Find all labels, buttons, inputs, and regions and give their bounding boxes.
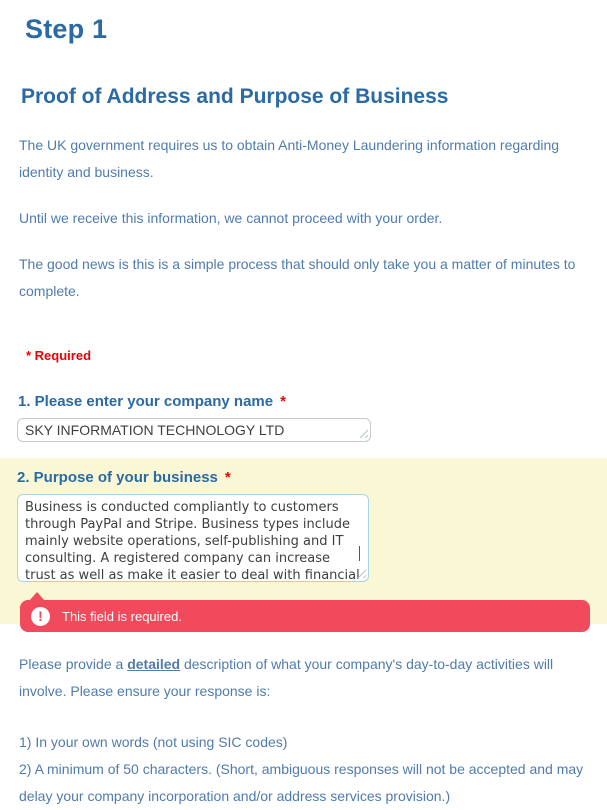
question-2-label bbox=[17, 469, 607, 486]
detailed-emphasis: detailed bbox=[127, 656, 181, 672]
company-name-field-wrap bbox=[17, 418, 371, 442]
error-pointer-triangle bbox=[29, 592, 45, 601]
question-2-highlight-section bbox=[0, 458, 607, 624]
question-1-block bbox=[0, 393, 607, 447]
required-asterisk: * bbox=[224, 469, 231, 486]
error-message: This field is required. bbox=[62, 608, 182, 624]
intro-text bbox=[0, 109, 607, 305]
intro-paragraph: The good news is this is a simple process that should only take you a matter of minutes to complete. bbox=[19, 256, 576, 299]
question-2-label-text: 2. Purpose of your business bbox=[17, 469, 218, 486]
exclamation-circle-icon: ! bbox=[31, 607, 50, 626]
question-1-label-text: 1. Please enter your company name bbox=[18, 393, 274, 410]
intro-paragraph: Until we receive this information, we cannot proceed with your order. bbox=[19, 210, 443, 226]
company-name-input[interactable] bbox=[17, 418, 371, 442]
guidance-paragraph bbox=[19, 651, 587, 705]
business-purpose-field-wrap bbox=[17, 494, 369, 582]
question-1-label bbox=[18, 393, 607, 410]
guidance-text bbox=[0, 624, 607, 810]
guidance-list bbox=[19, 729, 587, 810]
business-purpose-input[interactable] bbox=[17, 494, 369, 582]
section-title: Proof of Address and Purpose of Business bbox=[21, 85, 449, 108]
step-title: Step 1 bbox=[25, 14, 108, 44]
guidance-item: 1) In your own words (not using SIC codes) bbox=[19, 734, 288, 750]
validation-error-banner bbox=[20, 600, 590, 632]
required-asterisk: * bbox=[280, 393, 286, 410]
guidance-text-after: description of what your company's day-to-day activities will involve. Please ensure your response is: bbox=[19, 656, 554, 699]
intro-paragraph: The UK government requires us to obtain Anti-Money Laundering information regarding identity and business. bbox=[19, 137, 560, 180]
required-note: * Required bbox=[26, 348, 92, 363]
guidance-text-before: Please provide a bbox=[19, 656, 128, 672]
guidance-item: 2) A minimum of 50 characters. (Short, ambiguous responses will not be accepted and may delay your company incorporation and/or address services provision.) bbox=[19, 761, 584, 804]
